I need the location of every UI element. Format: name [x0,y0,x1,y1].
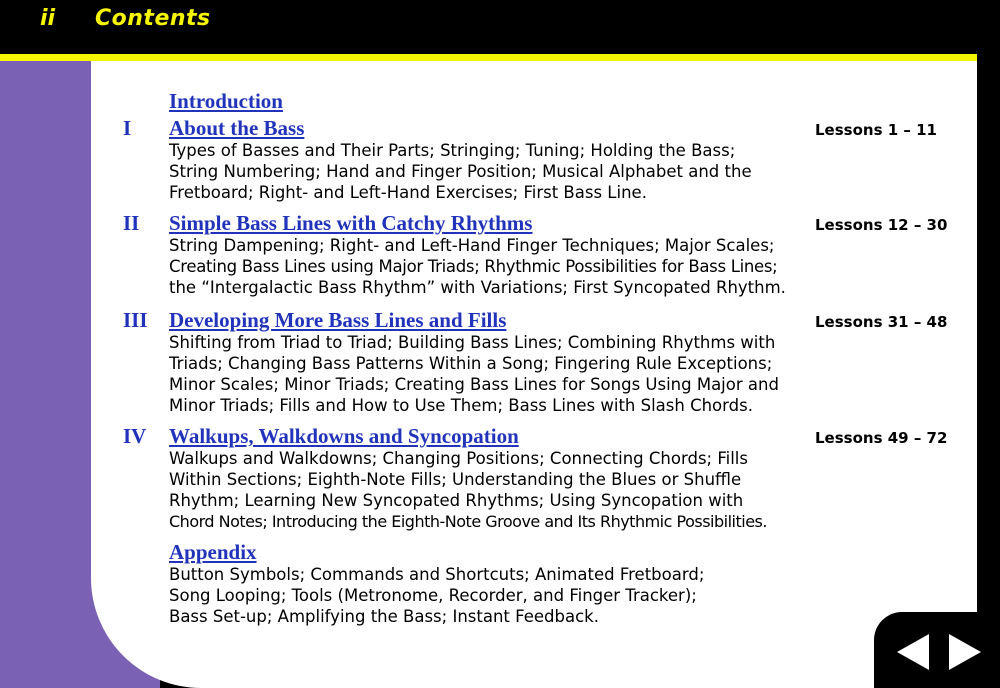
lesson-range: Lessons 12 – 30 [815,216,948,234]
header-bar [0,0,1000,54]
description-line: Triads; Changing Bass Patterns Within a Song; Fingering Rule Exceptions; [169,354,773,373]
section-numeral: III [123,308,148,332]
section-description [169,564,809,627]
section-title-link[interactable]: Developing More Bass Lines and Fills [169,308,507,332]
description-line: Song Looping; Tools (Metronome, Recorder, and Finger Tracker); [169,586,697,605]
section-title-link[interactable]: Introduction [169,89,283,113]
lesson-range: Lessons 1 – 11 [815,121,937,139]
section-title-link[interactable]: Walkups, Walkdowns and Syncopation [169,424,519,448]
section-description [169,235,809,298]
left-arrow-icon [897,634,929,670]
description-line: Shifting from Triad to Triad; Building Bass Lines; Combining Rhythms with [169,333,776,352]
page-number: ii [40,6,56,31]
description-line: Creating Bass Lines using Major Triads; Rhythmic Possibilities for Bass Lines; [169,257,778,276]
page-title: Contents [95,6,211,31]
lesson-range: Lessons 49 – 72 [815,429,948,447]
section-description [169,448,809,532]
description-line: Minor Scales; Minor Triads; Creating Bass Lines for Songs Using Major and [169,375,779,394]
lesson-range: Lessons 31 – 48 [815,313,948,331]
description-line: Rhythm; Learning New Syncopated Rhythms; Using Syncopation with [169,491,744,510]
description-line: Chord Notes; Introducing the Eighth-Note Groove and Its Rhythmic Possibilities. [169,512,767,531]
section-numeral: II [123,211,140,235]
section-title-link[interactable]: Appendix [169,540,257,564]
description-line: String Dampening; Right- and Left-Hand Finger Techniques; Major Scales; [169,236,775,255]
description-line: Walkups and Walkdowns; Changing Positions; Connecting Chords; Fills [169,449,748,468]
description-line: Button Symbols; Commands and Shortcuts; Animated Fretboard; [169,565,705,584]
description-line: the “Intergalactic Bass Rhythm” with Variations; First Syncopated Rhythm. [169,278,786,297]
section-title-link[interactable]: About the Bass [169,116,305,140]
section-description [169,332,809,416]
description-line: Fretboard; Right- and Left-Hand Exercises; First Bass Line. [169,183,647,202]
right-arrow-icon [949,634,981,670]
description-line: Types of Basses and Their Parts; Stringing; Tuning; Holding the Bass; [169,141,736,160]
section-description [169,140,809,203]
description-line: Minor Triads; Fills and How to Use Them; Bass Lines with Slash Chords. [169,396,753,415]
next-page-button[interactable] [948,633,982,671]
section-title-link[interactable]: Simple Bass Lines with Catchy Rhythms [169,211,533,235]
prev-page-button[interactable] [896,633,930,671]
section-numeral: I [123,116,132,140]
description-line: String Numbering; Hand and Finger Position; Musical Alphabet and the [169,162,752,181]
description-line: Bass Set-up; Amplifying the Bass; Instant Feedback. [169,607,599,626]
section-numeral: IV [123,424,147,448]
header-divider [0,54,977,61]
description-line: Within Sections; Eighth-Note Fills; Understanding the Blues or Shuffle [169,470,742,489]
